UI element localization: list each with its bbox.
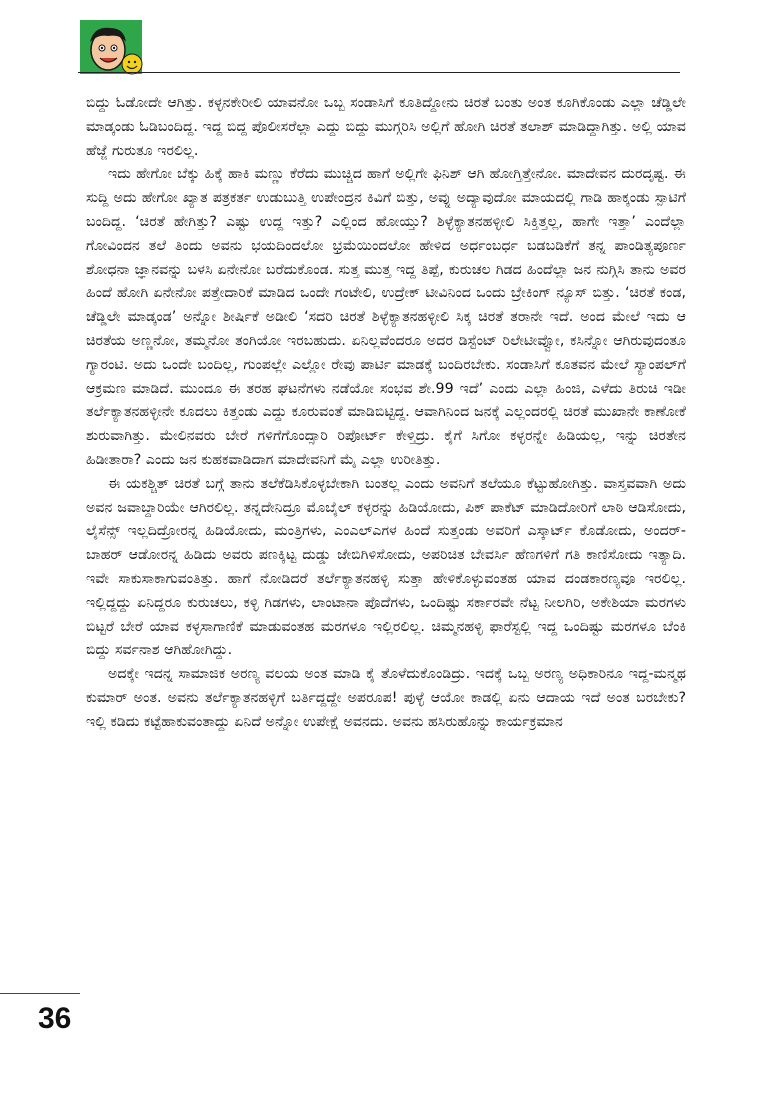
paragraph: ಈ ಯಕಶ್ಚಿತ್ ಚಿರತೆ ಬಗ್ಗೆ ತಾನು ತಲೆಕೆಡಿಸಿಕೊಳ್ಳಬೇಕಾಗಿ ಬಂತಲ್ಲ ಎಂದು ಅವನಿಗೆ ತಲೆಯೂ ಕೆಟ್ಟುಹೋಗಿತ್ತು. ವಾಸ್ತವವಾಗಿ ಅದು ಅವನ ಜವಾಬ್ದಾರಿಯೇ ಆಗಿರಲಿಲ್ಲ. ತನ್ನದೇನಿದ್ರೂ ಮೊಬೈಲ್ ಕಳ್ಳರನ್ನು ಹಿಡಿಯೋದು, ಪಿಕ್ ಪಾಕೆಟ್ ಮಾಡಿದೋರಿಗೆ ಲಾಠಿ ಆಡಿಸೋದು, ಲೈಸೆನ್ಸ್ ಇಲ್ಲದಿದ್ರೋರನ್ನ ಹಿಡಿಯೋದು, ಮಂತ್ರಿಗಳು, ಎಂಎಲ್ಎಗಳ ಹಿಂದೆ ಸುತ್ತಂಡು ಅವರಿಗೆ ಎಸ್ಕಾರ್ಟ್ ಕೊಡೋದು, ಅಂದರ್-ಬಾಹರ್ ಆಡೋರನ್ನ ಹಿಡಿದು ಅವರು ಪಣಕ್ಕಿಟ್ಟ ದುಡ್ಡು ಜೇಬಿಗಿಳಿಸೋದು, ಅಪರಿಚಿತ ಬೇವರ್ಸಿ ಹೆಣಗಳಿಗೆ ಗತಿ ಕಾಣಿಸೋದು ಇತ್ಯಾದಿ. ಇವೇ ಸಾಕುಸಾಕಾಗುವಂತಿತ್ತು. ಹಾಗೆ ನೋಡಿದರೆ ತರ್ಲೆಕ್ಯಾತನಹಳ್ಳಿ ಸುತ್ತಾ ಹೇಳಿಕೊಳ್ಳುವಂತಹ ಯಾವ ದಂಡಕಾರಣ್ಯವೂ ಇರಲಿಲ್ಲ. ಇಲ್ಲಿದ್ದದ್ದು ಏನಿದ್ದರೂ ಕುರುಚಲು, ಕಳ್ಳಿ ಗಿಡಗಳು, ಲಾಂಟಾನಾ ಪೊದೆಗಳು, ಒಂದಿಷ್ಟು ಸರ್ಕಾರವೇ ನೆಟ್ಟ ನೀಲಗಿರಿ, ಅಕೇಶಿಯಾ ಮರಗಳು ಬಿಟ್ಟರೆ ಬೇರೆ ಯಾವ ಕಳ್ಳಸಾಗಾಣಿಕೆ ಮಾಡುವಂತಹ ಮರಗಳೂ ಇಲ್ಲಿರಲಿಲ್ಲ. ಚಿಮ್ಮನಹಳ್ಳಿ ಫಾರೆಸ್ಟಲ್ಲಿ ಇದ್ದ ಒಂದಿಷ್ಟು ಮರಗಳೂ ಬೆಂಕಿ ಬಿದ್ದು ಸರ್ವನಾಶ ಆಗಿಹೋಗಿದ್ದು. xyxy=(86,475,686,659)
footer-rule xyxy=(0,993,80,994)
paragraph: ಅದಕ್ಕೇ ಇದನ್ನ ಸಾಮಾಜಿಕ ಅರಣ್ಯ ವಲಯ ಅಂತ ಮಾಡಿ ಕೈ ತೊಳೆದುಕೊಂಡಿದ್ರು. ಇದಕ್ಕೆ ಒಬ್ಬ ಅರಣ್ಯ ಅಧಿಕಾರಿನೂ ಇದ್ದ-ಮನ್ಮಥ ಕುಮಾರ್ ಅಂತ. ಅವನು ತರ್ಲೆಕ್ಯಾತನಹಳ್ಳಿಗೆ ಬರ್ತಿದ್ದದ್ದೇ ಅಪರೂಪ! ಪುಳ್ಳೆ ಆಯೋ ಕಾಡಲ್ಲಿ ಏನು ಆದಾಯ ಇದೆ ಅಂತ ಬರಬೇಕು? ಇಲ್ಲಿ ಕಡಿದು ಕಟ್ಟೆಹಾಕುವಂತಾದ್ದು ಏನಿದೆ ಅನ್ನೋ ಉಪೇಕ್ಷೆ ಅವನದು. ಅವನು ಹಸಿರುಹೊನ್ನು ಕಾರ್ಯಕ್ರಮಾನ xyxy=(86,666,686,730)
paragraph: ಬಿದ್ದು ಓಡೋದೇ ಆಗಿತ್ತು. ಕಳ್ಳನಕೇರೀಲಿ ಯಾವನೋ ಒಬ್ಬ ಸಂಡಾಸಿಗೆ ಕೂತಿದ್ದೋನು ಚಿರತೆ ಬಂತು ಅಂತ ಕೂಗಿಕೊಂಡು ಎಲ್ಲಾ ಚೆಡ್ಡಿಲೇ ಮಾಡ್ಕಂಡು ಓಡಿಬಂದಿದ್ದ. ಇದ್ದ ಬಿದ್ದ ಪೊಲೀಸರೆಲ್ಲಾ ಎದ್ದು ಬಿದ್ದು ಮುಗ್ಗರಿಸಿ ಅಲ್ಲಿಗೆ ಹೋಗಿ ಚಿರತೆ ತಲಾಶ್ ಮಾಡಿದ್ದಾಗಿತ್ತು. ಅಲ್ಲಿ ಯಾವ ಹೆಜ್ಜೆ ಗುರುತೂ ಇರಲಿಲ್ಲ. xyxy=(86,95,686,159)
paragraph: ಇದು ಹೇಗೋ ಬೆಕ್ಕು ಹಿಕ್ಕೆ ಹಾಕಿ ಮಣ್ಣು ಕೆರೆದು ಮುಚ್ಚಿದ ಹಾಗೆ ಅಲ್ಲಿಗೇ ಫಿನಿಶ್ ಆಗಿ ಹೋಗ್ತಿತ್ತೇನೋ. ಮಾದೇವನ ದುರದೃಷ್ಟ. ಈ ಸುದ್ದಿ ಅದು ಹೇಗೋ ಖ್ಯಾತ ಪತ್ರಕರ್ತ ಉಡುಬುತ್ತಿ ಉಪೇಂದ್ರನ ಕಿವಿಗೆ ಬಿತ್ತು, ಅವ್ನು ಅದ್ಯಾವುದೋ ಮಾಯದಲ್ಲಿ ಗಾಡಿ ಹಾಕ್ಕಂಡು ಸ್ಪಾಟಿಗೆ ಬಂದಿದ್ದ. ‘ಚಿರತೆ ಹೇಗಿತ್ತು? ಎಷ್ಟು ಉದ್ದ ಇತ್ತು? ಎಲ್ಲಿಂದ ಹೋಯ್ತು? ಶಿಳ್ಳೆಕ್ಯಾತನಹಳ್ಳೀಲಿ ಸಿಕ್ತಿತ್ತಲ್ಲ, ಹಾಗೇ ಇತ್ತಾ’ ಎಂದೆಲ್ಲಾ ಗೋವಿಂದನ ತಲೆ ತಿಂದು ಅವನು ಭಯದಿಂದಲೋ ಭ್ರಮೆಯಿಂದಲೋ ಹೇಳಿದ ಅರ್ಧಂಬರ್ಧ ಬಡಬಡಿಕೆಗೆ ತನ್ನ ಪಾಂಡಿತ್ಯಪೂರ್ಣ ಶೋಧನಾ ಜ್ಞಾನವನ್ನು ಬಳಸಿ ಏನೇನೋ ಬರೆದುಕೊಂಡ. ಸುತ್ತ ಮುತ್ತ ಇದ್ದ ತಿಪ್ಪೆ, ಕುರುಚಲ ಗಿಡದ ಹಿಂದೆಲ್ಲಾ ಜನ ನುಗ್ಗಿಸಿ ತಾನು ಅವರ ಹಿಂದೆ ಹೋಗಿ ಏನೇನೋ ಪತ್ತೇದಾರಿಕೆ ಮಾಡಿದ ಒಂದೇ ಗಂಟೇಲಿ, ಉದ್ರೇಕ್ ಟೀವಿನಿಂದ ಒಂದು ಬ್ರೇಕಿಂಗ್ ನ್ಯೂಸ್ ಬಿತ್ತು. ‘ಚಿರತೆ ಕಂಡ, ಚೆಡ್ಡಿಲೇ ಮಾಡ್ಕಂಡ’ ಅನ್ನೋ ಶೀರ್ಷಿಕೆ ಅಡೀಲಿ ‘ಸದರಿ ಚಿರತೆ ಶಿಳ್ಳೆಕ್ಯಾತನಹಳ್ಳೀಲಿ ಸಿಕ್ಕ ಚಿರತೆ ತರಾನೇ ಇದೆ. ಅಂದ ಮೇಲೆ ಇದು ಆ ಚಿರತೆಯ ಅಣ್ಣನೋ, ತಮ್ಮನೋ ತಂಗಿಯೋ ಇರಬಹುದು. ಏನಿಲ್ಲವೆಂದರೂ ಅದರ ಡಿಸ್ಟೆಂಟ್ ರಿಲೇಟೀವ್ವೋ, ಕಸಿನ್ನೋ ಆಗಿರುವುದಂತೂ ಗ್ಯಾರಂಟಿ. ಅದು ಒಂದೇ ಬಂದಿಲ್ಲ, ಗುಂಪಲ್ಲೇ ಎಲ್ಲೋ ರೇವು ಪಾರ್ಟಿ ಮಾಡಕ್ಕೆ ಬಂದಿರಬೇಕು. ಸಂಡಾಸಿಗೆ ಕೂತವನ ಮೇಲೆ ಸ್ಯಾಂಪಲ್‌ಗೆ ಆಕ್ರಮಣ ಮಾಡಿದೆ. ಮುಂದೂ ಈ ತರಹ ಘಟನೆಗಳು ನಡೆಯೋ ಸಂಭವ ಶೇ.99 ಇದೆ’ ಎಂದು ಎಲ್ಲಾ ಹಿಂಜಿ, ಎಳೆದು ತಿರುಚಿ ಇಡೀ ತರ್ಲೆಕ್ಯಾತನಹಳ್ಳೀನೇ ಕೂದಲು ಕಿತ್ತಂಡು ಎದ್ದು ಕೂರುವಂತೆ ಮಾಡಿಬಿಟ್ಟಿದ್ದ. ಆವಾಗಿನಿಂದ ಜನಕ್ಕೆ ಎಲ್ಲಂದರಲ್ಲಿ ಚಿರತೆ ಮುಖಾನೇ ಕಾಣೋಕೆ ಶುರುವಾಗಿತ್ತು. ಮೇಲಿನವರು ಬೇರೆ ಗಳಿಗೆಗೊಂದ್ಸಾರಿ ರಿಪೋರ್ಟ್ ಕೇಳ್ತಿದ್ರು. ಕೈಗೆ ಸಿಗೋ ಕಳ್ಳರನ್ನೇ ಹಿಡಿಯಲ್ಲ, ಇನ್ನು ಚಿರತೇನ ಹಿಡೀತಾರಾ? ಎಂದು ಜನ ಕುಹಕವಾಡಿದಾಗ ಮಾದೇವನಿಗೆ ಮೈ ಎಲ್ಲಾ ಉರೀತಿತ್ತು. xyxy=(86,166,686,468)
page-number: 36 xyxy=(38,1002,72,1035)
cartoon-face-with-smiley-icon xyxy=(80,20,150,80)
body-text xyxy=(86,92,686,735)
header-rule xyxy=(78,72,680,73)
